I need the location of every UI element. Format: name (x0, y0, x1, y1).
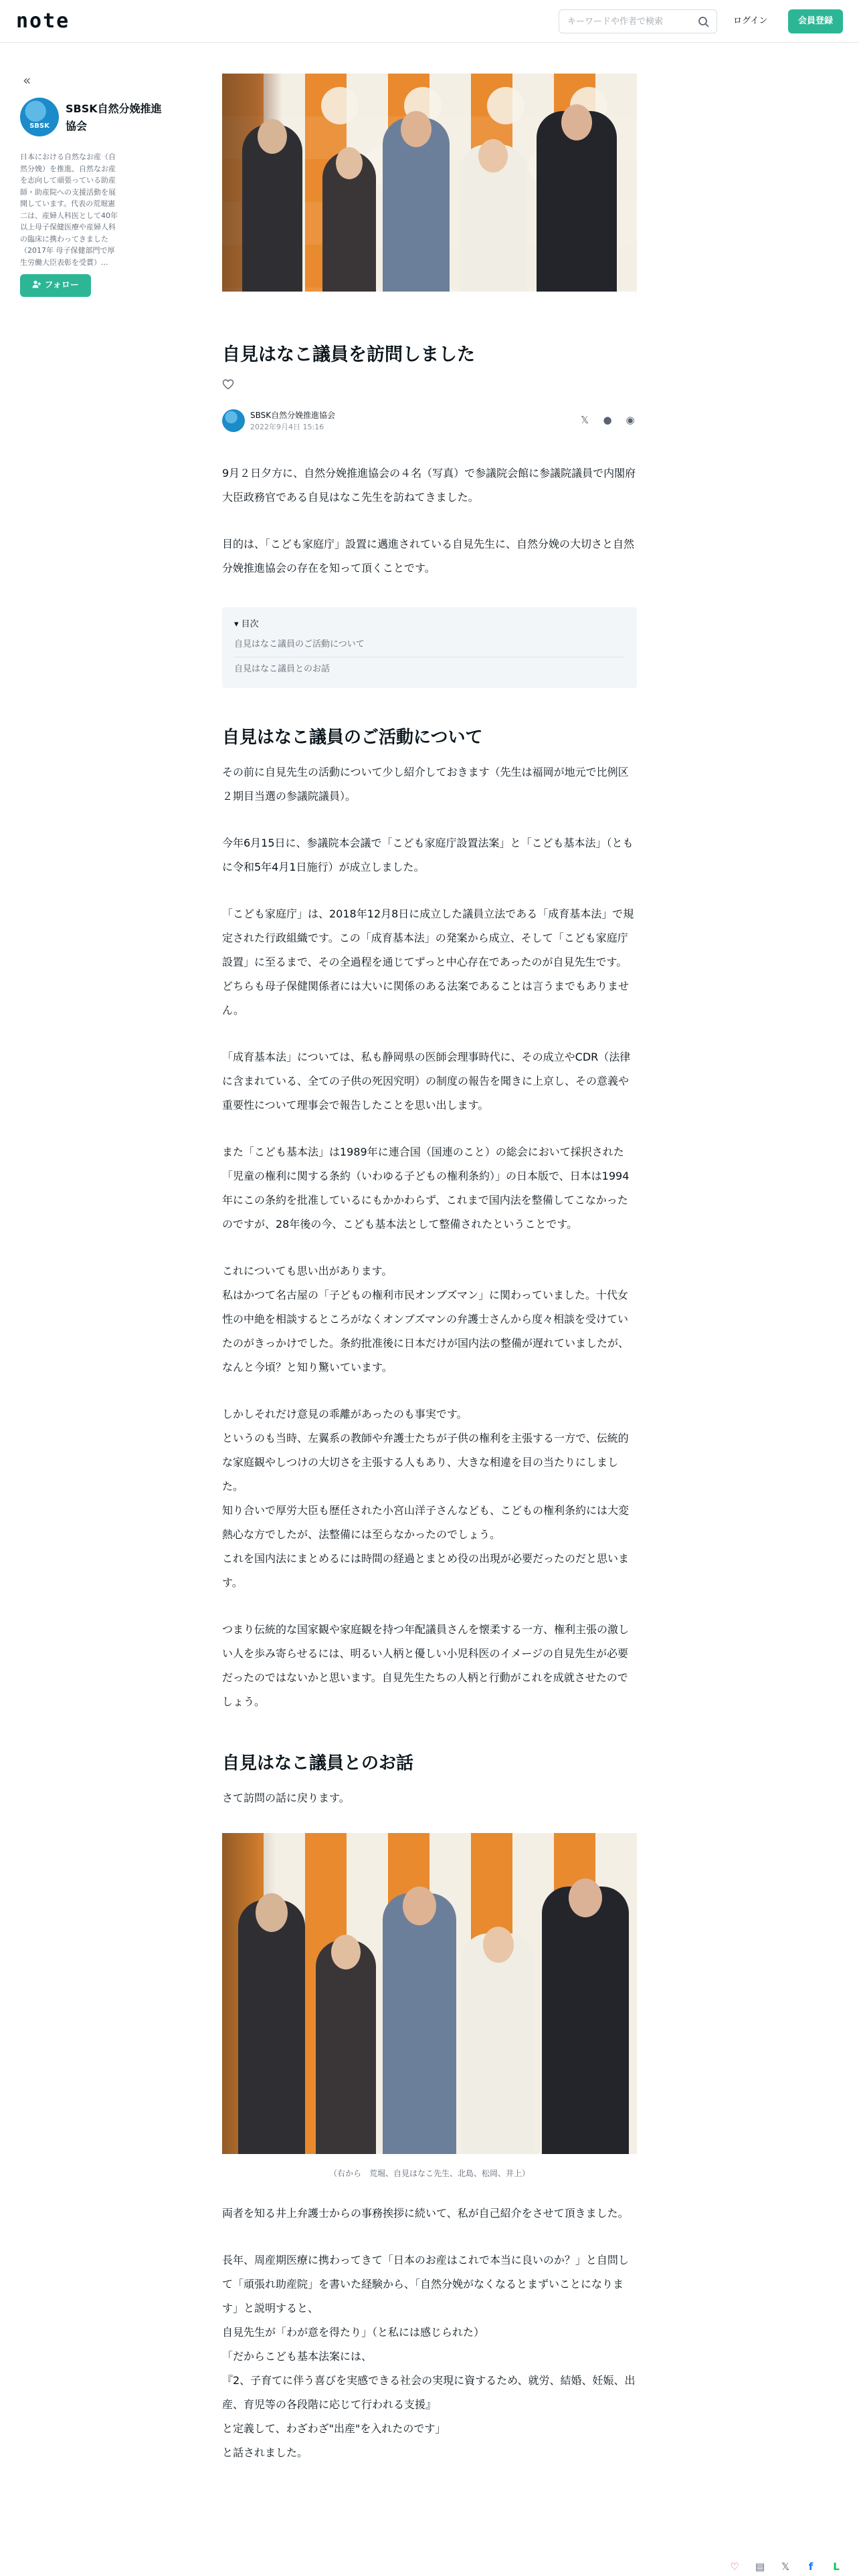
body-paragraph: その前に自見先生の活動について少し紹介しておきます（先生は福岡が地元で比例区２期目当選の参議院議員）。 (222, 766, 629, 802)
table-of-contents (222, 607, 637, 688)
search-icon[interactable] (698, 16, 710, 28)
avatar-text: SBSK (29, 122, 50, 130)
signup-button[interactable]: 会員登録 (788, 9, 843, 33)
creator-avatar[interactable] (20, 98, 59, 136)
line-icon[interactable]: L (833, 2561, 840, 2573)
body-paragraph: これについても思い出があります。 私はかつて名古屋の「子どもの権利市民オンブズマン」に関わっていました。十代女性の中絶を相談するところがなくオンブズマンの弁護士さんから度々相談を受けていたのがきっかけでした。条約批准後に日本だけが国内法の整備が遅れていましたが、なんと今頃？と知り驚いています。 (222, 1265, 630, 1374)
body-paragraph: 今年6月15日に、参議院本会議で「こども家庭庁設置法案」と「こども基本法」（ともに令和5年4月1日施行）が成立しました。 (222, 837, 634, 873)
x-icon[interactable]: 𝕏 (781, 2561, 790, 2573)
facebook-share-icon[interactable]: ● (603, 414, 612, 426)
search-input[interactable] (559, 10, 686, 33)
follow-label: フォロー (44, 280, 79, 290)
intro-paragraph-2: 目的は、「こども家庭庁」設置に邁進されている自見先生に、自然分娩の大切さと自然分娩推進協会の存在を知って頂くことです。 (222, 538, 635, 574)
follow-button[interactable] (20, 274, 91, 297)
note-logo[interactable]: note (16, 9, 70, 33)
section-heading-activities: 自見はなこ議員のご活動について (222, 728, 483, 748)
toc-item[interactable]: 自見はなこ議員のご活動について (234, 633, 625, 657)
article-title: 自見はなこ議員を訪問しました (222, 344, 475, 365)
author-name[interactable]: SBSK自然分娩推進協会 (250, 411, 336, 420)
x-share-icon[interactable]: 𝕏 (580, 414, 589, 426)
publish-date: 2022年9月4日 15:16 (250, 423, 324, 431)
body-paragraph: 長年、周産期医療に携わってきて「日本のお産はこれで本当に良いのか？」と自問して「頑張れ助産院」を書いた経験から、「自然分娩がなくなるとまずいことになります」と説明すると、 自見先生が「わが意を得たり」（と私には感じられた） 「だからこども基本法案には、 『2、子育てに伴う喜びを実感できる社会の実現に資するため、就労、結婚、妊娠、出産、育児等の各段階に応じて行われる支援』 と定義して、わざわざ"出産"を入れたのです」 と話されました。 (222, 2254, 636, 2459)
site-header (0, 0, 859, 43)
body-paragraph: 「こども家庭庁」は、2018年12月8日に成立した議員立法である「成育基本法」で規定された行政組織です。この「成育基本法」の発案から成立、そして「こども家庭庁設置」に至るまで、その全過程を通じてずっと中心存在であったのが自見先生です。どちらも母子保健関係者には大いに関係のある法案であることは言うまでもありません。 (222, 907, 634, 1016)
body-paragraph: 両者を知る井上弁護士からの事務挨拶に続いて、私が自己紹介をさせて頂きました。 (222, 2207, 629, 2220)
author-block (222, 408, 637, 435)
like-heart-icon[interactable] (222, 379, 234, 391)
login-link[interactable]: ログイン (733, 16, 768, 26)
add-to-magazine-icon[interactable]: ▤ (755, 2561, 765, 2573)
intro-paragraph-1: 9月２日夕方に、自然分娩推進協会の４名（写真）で参議院会館に参議院議員で内閣府大臣政務官である自見はなこ先生を訪ねてきました。 (222, 467, 636, 504)
section-heading-conversation: 自見はなこ議員とのお話 (222, 1753, 414, 1774)
share-buttons (578, 413, 637, 427)
toc-item[interactable]: 自見はなこ議員とのお話 (234, 664, 330, 674)
photo-caption: （右から 荒堀、自見はなこ先生、北島、松岡、井上） (328, 2169, 530, 2178)
like-icon[interactable]: ♡ (730, 2561, 739, 2573)
author-avatar[interactable] (222, 409, 245, 432)
collapse-sidebar-icon[interactable]: « (23, 72, 31, 88)
creator-description: 日本における自然なお産（自然分娩）を推進、自然なお産を志向して頑張っている助産師・助産院への支援活動を展開しています。代表の荒堀憲二は、産婦人科医として40年以上母子保健医療や産婦人科の臨床に携わってきました（2017年 母子保健部門で厚生労働大臣表彰を受賞）... (20, 152, 118, 267)
group-photo (222, 1833, 637, 2154)
facebook-icon[interactable]: f (808, 2561, 814, 2573)
article (222, 74, 637, 2465)
body-paragraph: 「成育基本法」については、私も静岡県の医師会理事時代に、その成立やCDR（法律に含まれている、全ての子供の死因究明）の制度の報告を聞きに上京し、その意義や重要性について理事会で報告したことを思い出します。 (222, 1051, 631, 1111)
toc-title[interactable]: ▾ 目次 (234, 619, 259, 629)
search-box[interactable] (559, 9, 717, 33)
line-share-icon[interactable]: ◉ (626, 414, 635, 426)
body-paragraph: また「こども基本法」は1989年に連合国（国連のこと）の総会において採択された「児童の権利に関する条約（いわゆる子どもの権利条約）」の日本版で、日本は1994年にこの条約を批准しているにもかかわらず、これまで国内法を整備してこなかったのですが、28年後の今、こども基本法として整備されたということです。 (222, 1146, 630, 1230)
creator-name[interactable]: SBSK自然分娩推進協会 (66, 102, 162, 132)
eyecatch-photo (222, 74, 637, 292)
body-paragraph: つまり伝統的な国家観や家庭観を持つ年配議員さんを懐柔する一方、権利主張の激しい人を歩み寄らせるには、明るい人柄と優しい小児科医のイメージの自見先生が必要だったのではないかと思います。自見先生たちの人柄と行動がこれを成就させたのでしょう。 (222, 1623, 630, 1708)
floating-action-bar (728, 2560, 843, 2573)
add-user-icon (32, 280, 41, 288)
body-paragraph: しかしそれだけ意見の乖離があったのも事実です。 というのも当時、左翼系の教師や弁護士たちが子供の権利を主張する一方で、伝統的な家庭観やしつけの大切さを主張する人もあり、大きな相違を目の当たりにしました。 知り合いで厚労大臣も歴任された小宮山洋子さんなども、こどもの権利条約には大変熱心な方でしたが、法整備には至らなかったのでしょう。 これを国内法にまとめるには時間の経過とまとめ役の出現が必要だったのだと思います。 (222, 1408, 630, 1589)
section-lead: さて訪問の話に戻ります。 (222, 1792, 350, 1804)
